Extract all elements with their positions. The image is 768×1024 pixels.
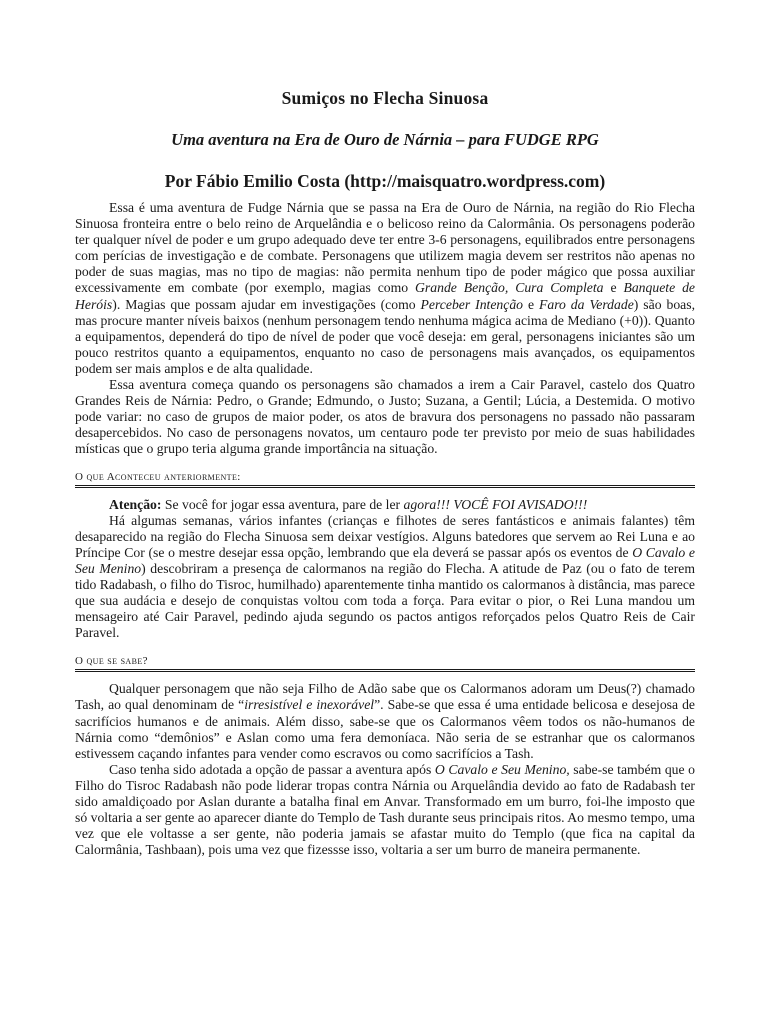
- known-paragraph-1: [75, 681, 695, 761]
- italic-run: agora!!! VOCÊ FOI AVISADO!!!: [403, 496, 588, 512]
- text-run: ) descobriram a presença de calormanos na região do Flecha. A atitude de Paz (ou o fato de terem tido Radabash, o filho do Tisroc, humilhado) aparentemente tinha mantido os calormanos à distância, mas parece que sua audácia e desejo de conquistas voltou com toda a força. Para evitar o pior, o Rei Luna mandou um mensageiro até Cair Paravel, pedindo ajuda segundo os pactos antigos reforçados pelos Quatro Reis de Cair Paravel.: [75, 560, 696, 641]
- text-run: sabe-se também que o Filho do Tisroc Radabash não pode liderar tropas contra Nárnia ou Arquelândia devido ao fato de Radabash ter sido amaldiçoado por Aslan durante a batalha final em Anvar. Transformado em um burro, foi-lhe imposto que só voltaria a ser gente ao aparecer diante do Templo de Tash durante seus principais ritos. Ao mesmo tempo, uma vez que ele voltasse a ser gente, não poderia jamais se afastar muito do Templo (que fica na capital da Calormânia, Tashbaan), pois uma vez que fizessse isso, voltaria a ser um burro de maneira permanente.: [75, 761, 696, 858]
- section-heading-background: [75, 471, 695, 488]
- italic-run: Faro da Verdade: [539, 296, 634, 312]
- text-run: Se você for jogar essa aventura, pare de ler: [161, 496, 404, 512]
- document-subtitle: Uma aventura na Era de Ouro de Nárnia – para FUDGE RPG: [171, 130, 599, 149]
- text-run: Caso tenha sido adotada a opção de passar a aventura após: [109, 761, 435, 777]
- text-run: e: [603, 280, 624, 296]
- text-run: ). Magias que possam ajudar em investigações (como: [112, 296, 421, 312]
- warning-label: Atenção:: [109, 496, 162, 512]
- document-title: Sumiços no Flecha Sinuosa: [281, 88, 489, 108]
- text-run: e: [523, 296, 539, 312]
- document-byline: Por Fábio Emilio Costa (http://maisquatro.wordpress.com): [164, 171, 606, 191]
- italic-run: irresistível e inexorável: [244, 697, 375, 713]
- known-paragraph-2: [75, 762, 695, 859]
- background-paragraph: [75, 513, 695, 642]
- section-heading-text: Aconteceu anteriormente:: [106, 470, 241, 483]
- section-heading-known: [75, 655, 695, 672]
- italic-run: Grande Benção, Cura Completa: [415, 280, 604, 296]
- intro-paragraph-2: Essa aventura começa quando os personagens são chamados a irem a Cair Paravel, castelo dos Quatro Grandes Reis de Nárnia: Pedro, o Grande; Edmundo, o Justo; Suzana, a Gentil; Lúcia, a Destemida. O motivo pode variar: no caso de grupos de maior poder, os atos de bravura dos personagens no passado não passaram desapercebidos. No caso de personagens novatos, um centauro pode ter previsto por meio de suas habilidades místicas que o grupo teria alguma grande importância na situação.: [75, 377, 695, 457]
- italic-run: O Cavalo e Seu Menino,: [434, 761, 570, 777]
- italic-run: Banquete de Heróis: [75, 280, 696, 312]
- italic-run: O Cavalo e Seu Menino: [75, 544, 695, 576]
- warning-paragraph: [75, 497, 695, 513]
- text-run: ) são boas, mas procure manter níveis baixos (nenhum personagem tendo nenhuma mágica acima de Mediano (+0)). Quanto a equipamentos, dependerá do tipo de nível de poder que você deseja: em geral, personagens iniciantes são um pouco restritos quanto a equipamentos, enquanto no caso de personagens mais avançados, os equipamentos podem ser mais amplos e de alta qualidade.: [75, 296, 695, 376]
- text-run: Essa é uma aventura de Fudge Nárnia que se passa na Era de Ouro de Nárnia, na região do Rio Flecha Sinuosa fronteira entre o belo reino de Arquelândia e o belicoso reino da Calormânia. Os personagens poderão ter qualquer nível de poder e um grupo adequado deve ter entre 3-6 personagens, equilibrados entre personagens com perícias de investigação e de combate. Personagens que utilizem magia devem ser restritos não apenas no poder de suas magias, mas no tipo de magias: não permita nenhum tipo de poder mágico que possa auxiliar excessivamente em combate (por exemplo, magias como: [75, 200, 695, 296]
- intro-paragraph-1: [75, 200, 695, 377]
- italic-run: Perceber Intenção: [420, 296, 524, 312]
- text-run: Há algumas semanas, vários infantes (crianças e filhotes de seres fantásticos e animais falantes) têm desaparecido na região do Flecha Sinuosa sem deixar vestígios. Alguns batedores que servem ao Rei Luna e ao Príncipe Cor (se o mestre desejar essa opção, lembrando que ela deverá se passar após os eventos de: [75, 512, 695, 560]
- section-heading-text: O que se sabe?: [75, 655, 148, 668]
- section-heading-text: O que: [75, 470, 107, 483]
- text-run: Qualquer personagem que não seja Filho de Adão sabe que os Calormanos adoram um Deus(?) chamado Tash, ao qual denominam de “: [75, 681, 695, 713]
- document-page: [75, 88, 695, 858]
- text-run: ”. Sabe-se que essa é uma entidade belicosa e desejosa de sacrifícios humanos e de animais. Além disso, sabe-se que os Calormanos vêem todos os não-humanos de Nárnia como “demônios” e Aslan como uma fera demoníaca. Não seria de se estranhar que os calormanos estivessem caçando infantes para vender como escravos ou como sacrifícios a Tash.: [75, 697, 695, 761]
